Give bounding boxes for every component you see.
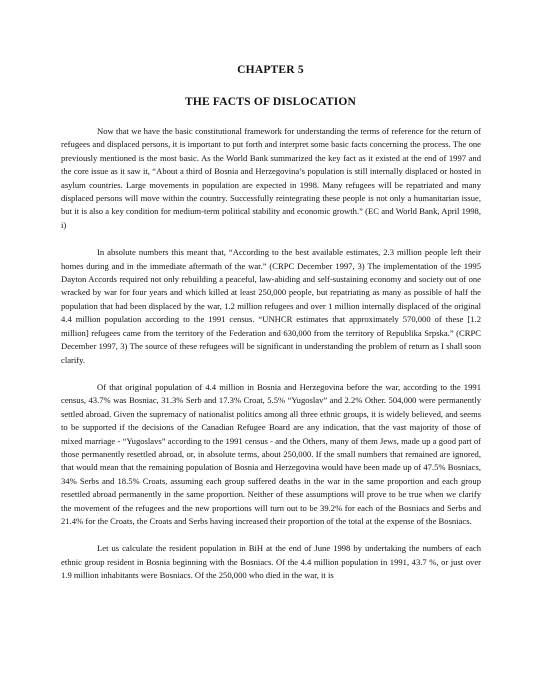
paragraph-3: Of that original population of 4.4 million in Bosnia and Herzegovina before the war, according to the 1991 census, 43.7% was Bosniac, 31.3% Serb and 17.3% Croat, 5.5% “Yugoslav” and 2.2% Other. 504,000 were permanently settled abroad. Given the supremacy of nationalist politics among all three ethnic groups, it is widely believed, and seems to be supported if the decisions of the Canadian Refugee Board are any indication, that the vast majority of those of mixed marriage - “Yugoslavs” according to the 1991 census - and the Others, many of them Jews, made up a good part of those permanently resettled abroad, or, in absolute terms, about 250,000. If the small numbers that remained are ignored, that would mean that the remaining population of Bosnia and Herzegovina would have been made up of 47.5% Bosniacs, 34% Serbs and 18.5% Croats, assuming each group suffered deaths in the war in the same proportion and each group resettled abroad permanently in the same proportion. Neither of these assumptions will prove to be true when we clarify the movement of the refugees and the new proportions will turn out to be 39.2% for each of the Bosniacs and Serbs and 21.4% for the Croats, the Croats and Serbs having increased their proportion of the total at the expense of the Bosniacs. [61, 381, 481, 526]
paragraph-4: Let us calculate the resident population in BiH at the end of June 1998 by undertaking the numbers of each ethnic group resident in Bosnia beginning with the Bosniacs. Of the 4.4 million population in 1991, 43.7 %, or just over 1.9 million inhabitants were Bosniacs. Of the 250,000 who died in the war, it is [61, 543, 481, 581]
paragraph-2: In absolute numbers this meant that, “According to the best available estimates, 2.3 million people left their homes during and in the immediate aftermath of the war.” (CRPC December 1997, 3) The implementation of the 1995 Dayton Accords required not only rebuilding a peaceful, law-abiding and self-sustaining economy and society out of one wracked by war for four years and which killed at least 250,000 people, but repatriating as many as possible of half the population that had been displaced by the war, 1.2 million refugees and over 1 million internally displaced of the original 4.4 million population according to the 1991 census. “UNHCR estimates that approximately 570,000 of these [1.2 million] refugees came from the territory of the Federation and 630,000 from the territory of Republika Srpska.” (CRPC December 1997, 3) The source of these refugees will be significant in understanding the problem of return as I shall soon clarify. [61, 247, 481, 365]
body-text [61, 125, 481, 597]
paragraph-1: Now that we have the basic constitutional framework for understanding the terms of reference for the return of refugees and displaced persons, it is important to put forth and interpret some basic facts concerning the process. The one previously mentioned is the most basic. As the World Bank summarized the key fact as it existed at the end of 1997 and the core issue as it saw it, “About a third of Bosnia and Herzegovina’s population is still internally displaced or hosted in asylum countries. Large movements in population are expected in 1998. Many refugees will be repatriated and many displaced persons will move within the country. Successfully reintegrating these people is not only a humanitarian issue, but it is also a key condition for medium-term political stability and economic growth.” (EC and World Bank, April 1998, i) [61, 126, 481, 230]
chapter-title: THE FACTS OF DISLOCATION [184, 96, 357, 108]
chapter-number: CHAPTER 5 [237, 64, 304, 76]
